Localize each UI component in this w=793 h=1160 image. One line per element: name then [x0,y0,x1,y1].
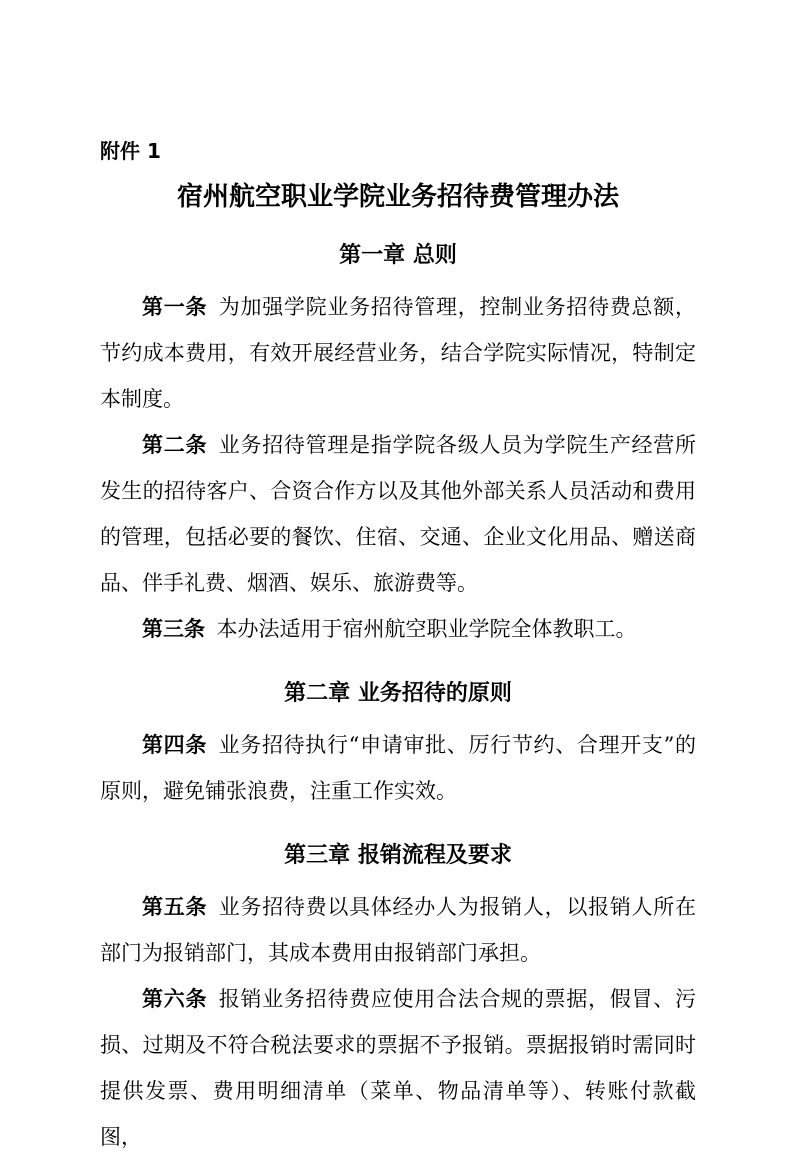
article-2-label: 第二条 [142,432,208,457]
article-4-paragraph [100,722,696,814]
article-5-label: 第五条 [142,894,208,919]
article-2-paragraph [100,422,696,606]
article-4-label: 第四条 [142,732,208,757]
attachment-label: 附件 1 [100,139,161,163]
article-1-text: 为加强学院业务招待管理，控制业务招待费总额，节约成本费用，有效开展经营业务，结合学院实际情况，特制定本制度。 [100,295,697,411]
article-6-text: 报销业务招待费应使用合法合规的票据，假冒、污损、过期及不符合税法要求的票据不予报销。票据报销时需同时提供发票、费用明细清单（菜单、物品清单等）、转账付款截图， [100,987,697,1149]
document-title: 宿州航空职业学院业务招待费管理办法 [176,182,619,212]
article-3-text: 本办法适用于宿州航空职业学院全体教职工。 [216,617,637,641]
chapter-3-heading: 第三章 报销流程及要求 [284,843,512,868]
article-3-paragraph [100,606,696,652]
article-3-label: 第三条 [142,616,205,641]
article-6-label: 第六条 [142,986,208,1011]
chapter-2-heading: 第二章 业务招待的原则 [284,681,512,706]
article-2-text: 业务招待管理是指学院各级人员为学院生产经营所发生的招待客户、合资合作方以及其他外部关系人员活动和费用的管理，包括必要的餐饮、住宿、交通、企业文化用品、赠送商品、伴手礼费、烟酒、娱乐、旅游费等。 [100,433,697,595]
article-4-text: 业务招待执行“申请审批、厉行节约、合理开支”的原则，避免铺张浪费，注重工作实效。 [100,733,696,803]
article-1-label: 第一条 [142,294,208,319]
article-5-text: 业务招待费以具体经办人为报销人，以报销人所在部门为报销部门，其成本费用由报销部门承担。 [100,895,697,965]
article-6-paragraph [100,976,696,1160]
chapter-1-heading: 第一章 总则 [339,243,457,268]
article-1-paragraph [100,284,696,422]
article-5-paragraph [100,884,696,976]
